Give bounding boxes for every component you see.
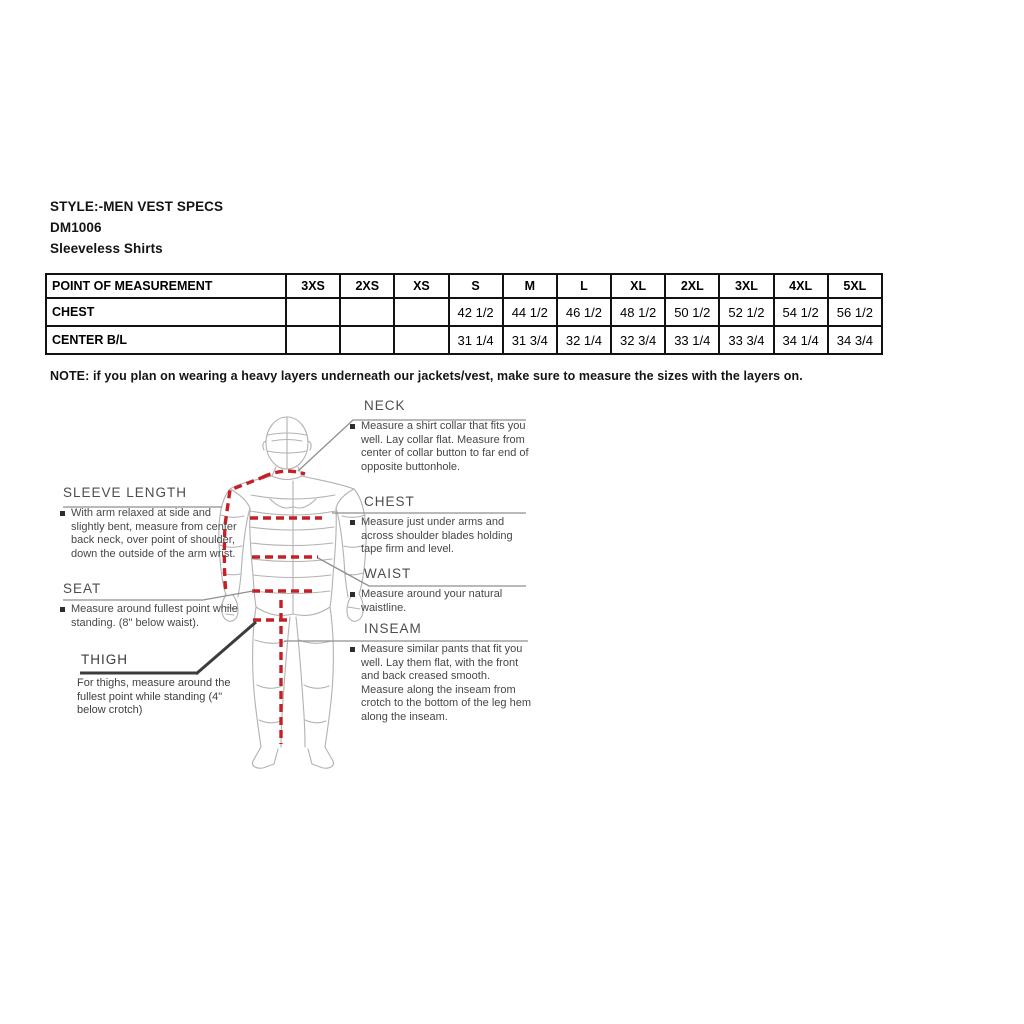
size-table [45, 273, 883, 355]
neck-measure-line [263, 471, 305, 477]
column-header: L [557, 274, 611, 298]
guide-description: Measure around fullest point while standing. (8" below waist). [71, 603, 238, 629]
column-header: 2XS [340, 274, 394, 298]
size-table-header-row [46, 274, 882, 298]
guide-section-chest [363, 494, 531, 557]
garment-subtitle: Sleeveless Shirts [50, 241, 163, 256]
column-header: 3XL [719, 274, 773, 298]
guide-title: NECK [364, 398, 406, 413]
size-cell: 52 1/2 [719, 298, 773, 326]
size-cell: 50 1/2 [665, 298, 719, 326]
size-cell: 54 1/2 [774, 298, 828, 326]
size-cell: 33 3/4 [719, 326, 773, 354]
guide-description: Measure a shirt collar that fits you well. Lay collar flat. Measure from center of collar button to far end of opposite buttonhole. [361, 420, 529, 473]
square-bullet-icon [350, 647, 355, 652]
size-cell: 42 1/2 [449, 298, 503, 326]
size-cell [394, 326, 448, 354]
column-header: S [449, 274, 503, 298]
style-line: STYLE:-MEN VEST SPECS [50, 199, 224, 214]
guide-section-inseam [363, 621, 531, 724]
guide-description: For thighs, measure around the fullest point while standing (4" below crotch) [77, 677, 231, 716]
square-bullet-icon [60, 511, 65, 516]
size-cell: 44 1/2 [503, 298, 557, 326]
guide-section-neck [363, 398, 531, 474]
row-label: CHEST [46, 298, 286, 326]
title-block [50, 196, 223, 259]
measurement-diagram [60, 395, 540, 795]
size-cell: 32 1/4 [557, 326, 611, 354]
column-header: 4XL [774, 274, 828, 298]
size-cell: 46 1/2 [557, 298, 611, 326]
size-cell: 56 1/2 [828, 298, 882, 326]
table-row [46, 298, 882, 326]
column-header: 2XL [665, 274, 719, 298]
guide-description: Measure just under arms and across shoulder blades holding tape firm and level. [361, 516, 513, 555]
size-cell: 34 3/4 [828, 326, 882, 354]
column-header: 5XL [828, 274, 882, 298]
column-header: 3XS [286, 274, 340, 298]
size-cell [286, 298, 340, 326]
column-header: XS [394, 274, 448, 298]
size-cell: 48 1/2 [611, 298, 665, 326]
guide-section-sleeve-length [60, 485, 238, 561]
guide-section-thigh [77, 652, 242, 718]
square-bullet-icon [350, 592, 355, 597]
size-cell: 34 1/4 [774, 326, 828, 354]
column-header: POINT OF MEASUREMENT [46, 274, 286, 298]
guide-description: Measure around your natural waistline. [361, 588, 503, 614]
square-bullet-icon [350, 424, 355, 429]
size-cell: 33 1/4 [665, 326, 719, 354]
guide-title: INSEAM [364, 621, 422, 636]
size-cell [340, 326, 394, 354]
guide-title: CHEST [364, 494, 415, 509]
guide-description: Measure similar pants that fit you well. Lay them flat, with the front and back creased smooth. Measure along the inseam from crotch to the bottom of the leg hem along the inseam. [361, 643, 531, 723]
column-header: XL [611, 274, 665, 298]
guide-description: With arm relaxed at side and slightly bent, measure from center back neck, over point of shoulder, down the outside of the arm wrist. [71, 507, 237, 560]
guide-title: THIGH [81, 652, 128, 667]
size-cell: 31 1/4 [449, 326, 503, 354]
size-cell [286, 326, 340, 354]
table-row [46, 326, 882, 354]
square-bullet-icon [60, 607, 65, 612]
guide-section-seat [60, 581, 238, 630]
layering-note: NOTE: if you plan on wearing a heavy layers underneath our jackets/vest, make sure to measure the sizes with the layers on. [50, 369, 803, 383]
size-cell [340, 298, 394, 326]
square-bullet-icon [350, 520, 355, 525]
size-cell: 31 3/4 [503, 326, 557, 354]
row-label: CENTER B/L [46, 326, 286, 354]
guide-title: SLEEVE LENGTH [63, 485, 188, 500]
guide-title: WAIST [364, 566, 412, 581]
size-cell: 32 3/4 [611, 326, 665, 354]
column-header: M [503, 274, 557, 298]
guide-title: SEAT [63, 581, 102, 596]
guide-section-waist [363, 566, 531, 615]
model-code: DM1006 [50, 220, 102, 235]
size-cell [394, 298, 448, 326]
